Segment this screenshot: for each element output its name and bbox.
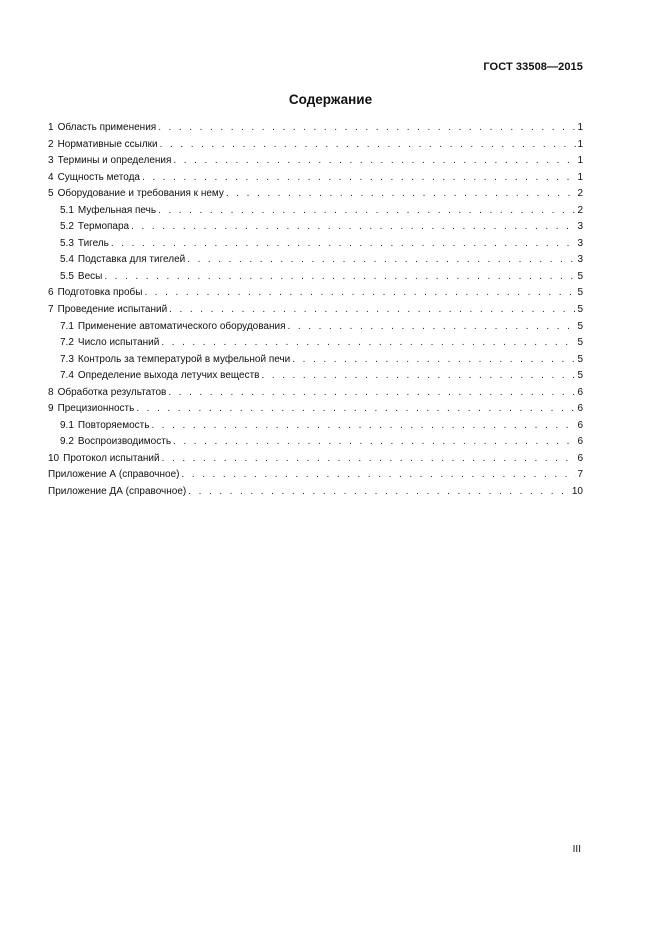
toc-entry-number: 10 xyxy=(48,452,60,464)
toc-entry-label: Весы xyxy=(77,270,103,282)
toc-entry-page: 6 xyxy=(577,452,583,464)
toc-entry-label: Оборудование и требования к нему xyxy=(57,188,224,200)
toc-entry[interactable] xyxy=(48,170,583,187)
toc-leader-dots xyxy=(226,186,577,203)
toc-leader-dots xyxy=(111,236,577,253)
toc-leader-dots xyxy=(158,203,576,220)
toc-leader-dots xyxy=(169,302,576,319)
toc-entry-page: 6 xyxy=(577,403,583,415)
toc-entry-page: 5 xyxy=(577,287,583,299)
toc-entry-number: 5.2 xyxy=(60,221,74,233)
toc-entry[interactable] xyxy=(48,120,583,137)
toc-entry-label: Определение выхода летучих веществ xyxy=(77,370,260,382)
toc-entry-page: 6 xyxy=(577,419,583,431)
toc-entry-label: Тигель xyxy=(77,237,109,249)
toc-entry-number: 2 xyxy=(48,138,54,150)
toc-leader-dots xyxy=(136,401,576,418)
toc-entry-page: 1 xyxy=(577,122,583,133)
toc-entry-number: 7.2 xyxy=(60,337,74,349)
toc-entry-label: Термопара xyxy=(77,221,130,233)
toc-entry-page: 5 xyxy=(577,270,583,282)
toc-entry-page: 3 xyxy=(577,221,583,233)
toc-entry-number: 9.1 xyxy=(60,419,74,431)
toc-entry[interactable] xyxy=(48,434,583,451)
toc-entry-label: Муфельная печь xyxy=(77,204,157,216)
toc-entry-page: 5 xyxy=(577,304,583,316)
toc-entry[interactable] xyxy=(48,319,583,336)
toc-entry-number: 5.3 xyxy=(60,237,74,249)
toc-entry-page: 1 xyxy=(577,171,583,183)
table-of-contents xyxy=(48,120,583,501)
toc-leader-dots xyxy=(158,120,576,137)
toc-entry-number: 5.1 xyxy=(60,204,74,216)
toc-entry-page: 5 xyxy=(577,337,583,349)
toc-entry[interactable] xyxy=(48,418,583,435)
toc-entry-page: 5 xyxy=(577,353,583,365)
toc-entry-page: 2 xyxy=(577,188,583,200)
toc-entry-number: 7.4 xyxy=(60,370,74,382)
toc-entry-number: 9 xyxy=(48,403,54,415)
toc-entry[interactable] xyxy=(48,302,583,319)
toc-entry-page: 3 xyxy=(577,254,583,266)
toc-entry[interactable] xyxy=(48,484,583,501)
toc-entry-page: 6 xyxy=(577,436,583,448)
toc-entry-number: 9.2 xyxy=(60,436,74,448)
toc-entry-label: Нормативные ссылки xyxy=(57,138,158,150)
toc-entry[interactable] xyxy=(48,236,583,253)
toc-entry-number: 1 xyxy=(48,122,54,133)
toc-entry-label: Протокол испытаний xyxy=(63,452,160,464)
toc-leader-dots xyxy=(181,467,576,484)
toc-leader-dots xyxy=(104,269,576,286)
toc-leader-dots xyxy=(151,418,576,435)
toc-entry-number: 5 xyxy=(48,188,54,200)
toc-entry-page: 5 xyxy=(577,370,583,382)
page-title: Содержание xyxy=(288,92,373,107)
toc-entry-number: 5.4 xyxy=(60,254,74,266)
toc-entry-number: 3 xyxy=(48,155,54,167)
toc-entry-page: 5 xyxy=(577,320,583,332)
toc-entry[interactable] xyxy=(48,186,583,203)
toc-entry[interactable] xyxy=(48,467,583,484)
toc-entry[interactable] xyxy=(48,368,583,385)
toc-entry-number: 8 xyxy=(48,386,54,398)
toc-entry-label: Область применения xyxy=(57,122,157,133)
toc-entry-number: 7.3 xyxy=(60,353,74,365)
toc-entry-page: 3 xyxy=(577,237,583,249)
toc-entry[interactable] xyxy=(48,269,583,286)
toc-entry[interactable] xyxy=(48,352,583,369)
toc-entry-number: 5.5 xyxy=(60,270,74,282)
toc-entry[interactable] xyxy=(48,335,583,352)
toc-entry[interactable] xyxy=(48,137,583,154)
toc-entry[interactable] xyxy=(48,252,583,269)
toc-entry-number: 7 xyxy=(48,304,54,316)
document-number: ГОСТ 33508—2015 xyxy=(483,61,583,73)
toc-entry[interactable] xyxy=(48,285,583,302)
toc-entry-page: 1 xyxy=(577,155,583,167)
toc-leader-dots xyxy=(144,285,576,302)
toc-leader-dots xyxy=(160,137,577,154)
toc-leader-dots xyxy=(131,219,576,236)
toc-entry-label: Применение автоматического оборудования xyxy=(77,320,286,332)
toc-entry-number: 6 xyxy=(48,287,54,299)
toc-entry[interactable] xyxy=(48,451,583,468)
toc-entry-page: 6 xyxy=(577,386,583,398)
toc-entry-label: Термины и определения xyxy=(57,155,172,167)
toc-leader-dots xyxy=(188,484,571,501)
toc-entry[interactable] xyxy=(48,401,583,418)
toc-entry-label: Воспроизводимость xyxy=(77,436,172,448)
toc-leader-dots xyxy=(288,319,577,336)
toc-entry-number: 4 xyxy=(48,171,54,183)
toc-leader-dots xyxy=(187,252,576,269)
toc-entry-label: Прецизионность xyxy=(57,403,135,415)
toc-leader-dots xyxy=(162,451,577,468)
toc-entry-label: Сущность метода xyxy=(57,171,140,183)
toc-entry-label: Обработка результатов xyxy=(57,386,167,398)
toc-leader-dots xyxy=(292,352,576,369)
toc-entry-label: Проведение испытаний xyxy=(57,304,168,316)
toc-leader-dots xyxy=(142,170,576,187)
toc-leader-dots xyxy=(173,153,576,170)
toc-leader-dots xyxy=(261,368,576,385)
toc-entry[interactable] xyxy=(48,219,583,236)
toc-entry-page: 1 xyxy=(577,138,583,150)
page-number: III xyxy=(572,844,581,855)
toc-entry-number: 7.1 xyxy=(60,320,74,332)
toc-entry-label: Приложение А (справочное) xyxy=(48,469,180,481)
toc-entry-label: Подготовка пробы xyxy=(57,287,143,299)
toc-entry[interactable] xyxy=(48,203,583,220)
toc-entry-label: Приложение ДА (справочное) xyxy=(48,486,187,498)
toc-leader-dots xyxy=(161,335,576,352)
toc-entry-label: Контроль за температурой в муфельной печи xyxy=(77,353,291,365)
toc-entry-page: 2 xyxy=(577,204,583,216)
toc-entry[interactable] xyxy=(48,153,583,170)
toc-entry-page: 10 xyxy=(571,486,583,498)
toc-entry-label: Повторяемость xyxy=(77,419,150,431)
toc-entry[interactable] xyxy=(48,385,583,402)
toc-entry-label: Подставка для тигелей xyxy=(77,254,186,266)
toc-entry-label: Число испытаний xyxy=(77,337,160,349)
toc-leader-dots xyxy=(173,434,576,451)
toc-entry-page: 7 xyxy=(577,469,583,481)
toc-leader-dots xyxy=(168,385,576,402)
